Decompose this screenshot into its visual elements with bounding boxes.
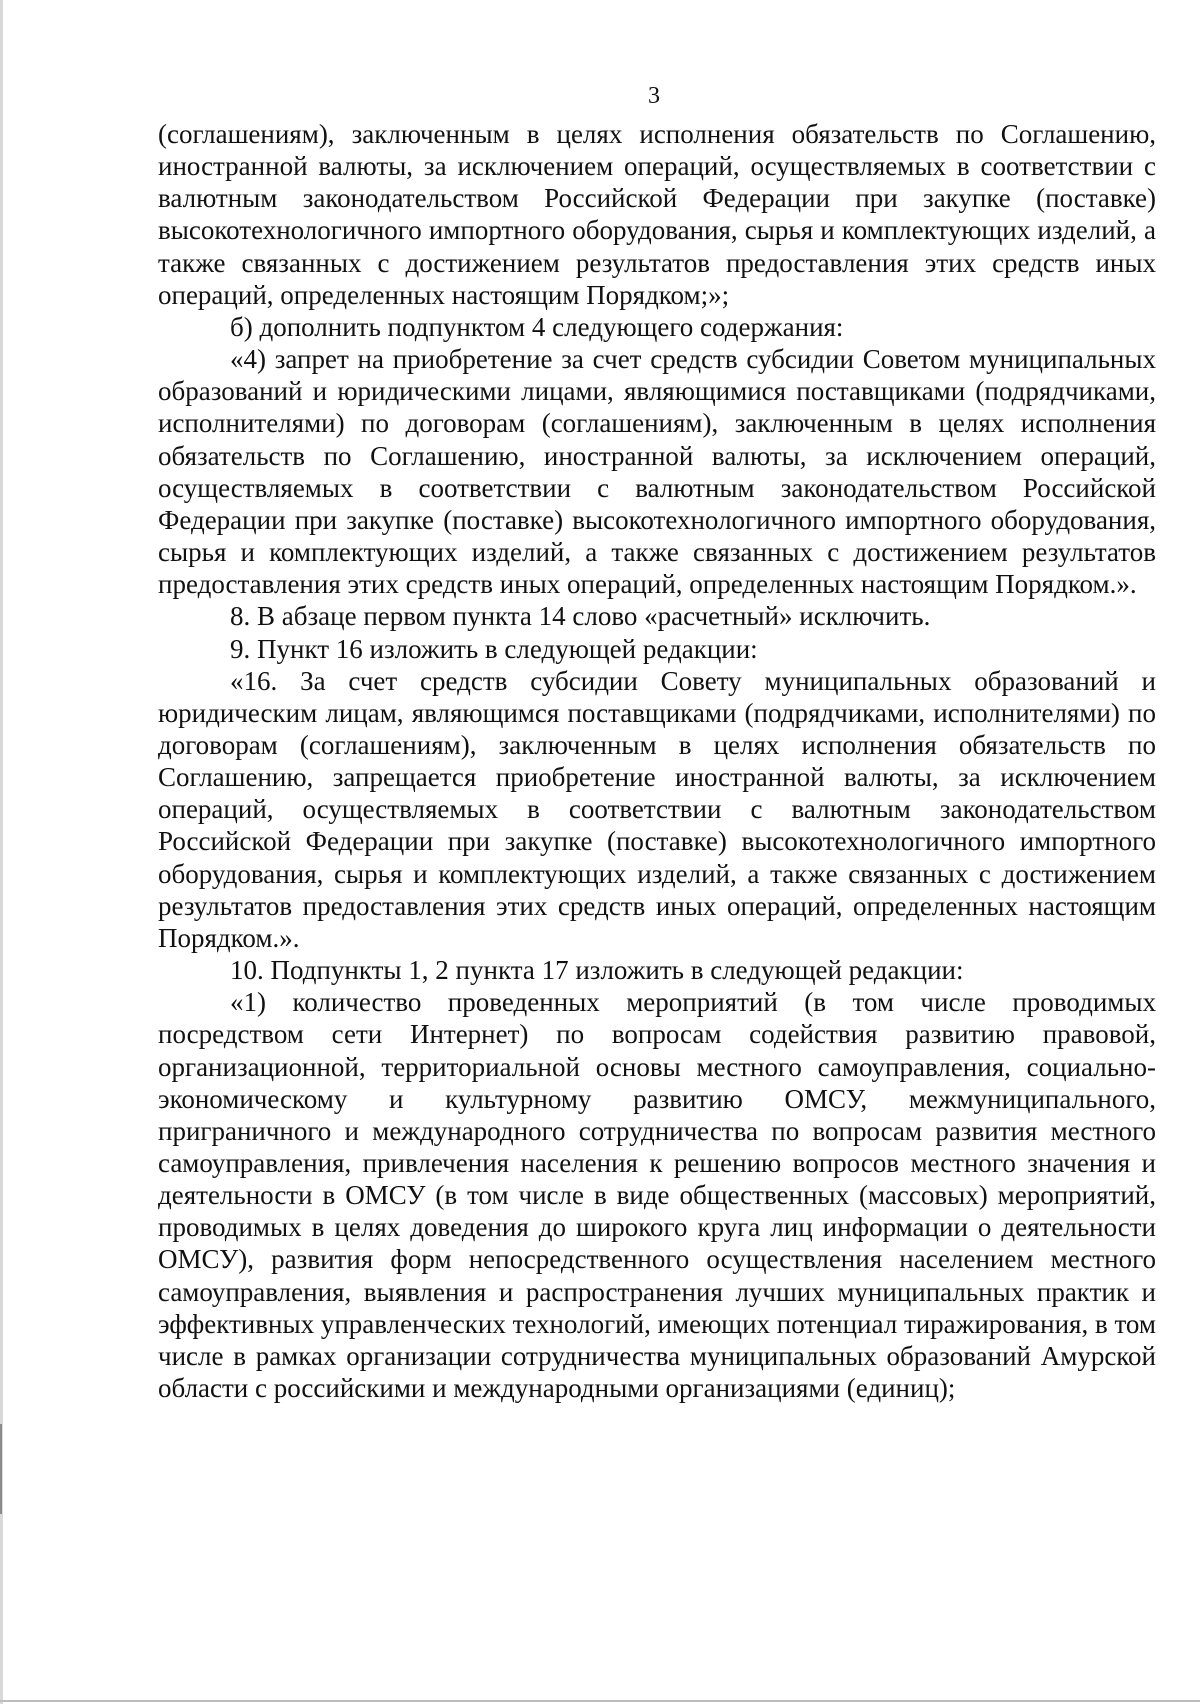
paragraph-quoted-item-16: «16. За счет средств субсидии Совету муниципальных образований и юридическим лицам, являющимся поставщиками (подрядчиками, исполнителями) по договорам (соглашениям), заключенным в целях исполнения обязательств по Соглашению, запрещается приобретение иностранной валюты, за исключением операций, осуществляемых в соответствии с валютным законодательством Российской Федерации при закупке (поставке) высокотехнологичного импортного оборудования, сырья и комплектующих изделий, а также связанных с достижением результатов предоставления этих средств иных операций, определенных настоящим Порядком.». [158, 665, 1156, 953]
paragraph-quoted-item-4: «4) запрет на приобретение за счет средств субсидии Советом муниципальных образований и юридическими лицами, являющимися поставщиками (подрядчиками, исполнителями) по договорам (соглашениям), заключенным в целях исполнения обязательств по Соглашению, иностранной валюты, за исключением операций, осуществляемых в соответствии с валютным законодательством Российской Федерации при закупке (поставке) высокотехнологичного импортного оборудования, сырья и комплектующих изделий, а также связанных с достижением результатов предоставления этих средств иных операций, определенных настоящим Порядком.». [158, 344, 1156, 600]
paragraph-continuation: (соглашениям), заключенным в целях исполнения обязательств по Соглашению, иностранной валюты, за исключением операций, осуществляемых в соответствии с валютным законодательством Российской Федерации при закупке (поставке) высокотехнологичного импортного оборудования, сырья и комплектующих изделий, а также связанных с достижением результатов предоставления этих средств иных операций, определенных настоящим Порядком;»; [158, 119, 1156, 310]
paragraph-quoted-subitem-1: «1) количество проведенных мероприятий (в том числе проводимых посредством сети Интернет) по вопросам содействия развитию правовой, организационной, территориальной основы местного самоуправления, социально-экономическому и культурному развитию ОМСУ, межмуниципального, приграничного и международного сотрудничества по вопросам развития местного самоуправления, привлечения населения к решению вопросов местного значения и деятельности в ОМСУ (в том числе в виде общественных (массовых) мероприятий, проводимых в целях доведения до широкого круга лиц информации о деятельности ОМСУ), развития форм непосредственного осуществления населением местного самоуправления, выявления и распространения лучших муниципальных практик и эффективных управленческих технологий, имеющих потенциал тиражирования, в том числе в рамках организации сотрудничества муниципальных образований Амурской области с российскими и международными организациями (единиц); [158, 987, 1156, 1404]
paragraph-item-8: 8. В абзаце первом пункта 14 слово «расчетный» исключить. [230, 601, 931, 632]
paragraph-subitem-b: б) дополнить подпунктом 4 следующего содержания: [230, 311, 844, 342]
page-number: 3 [648, 83, 660, 109]
paragraph-item-9: 9. Пункт 16 изложить в следующей редакции: [230, 633, 758, 664]
scan-edge-bottom [0, 1700, 1200, 1702]
document-body [158, 118, 1156, 1404]
paragraph-item-10: 10. Подпункты 1, 2 пункта 17 изложить в следующей редакции: [230, 955, 964, 986]
scan-mark [0, 1424, 2, 1514]
